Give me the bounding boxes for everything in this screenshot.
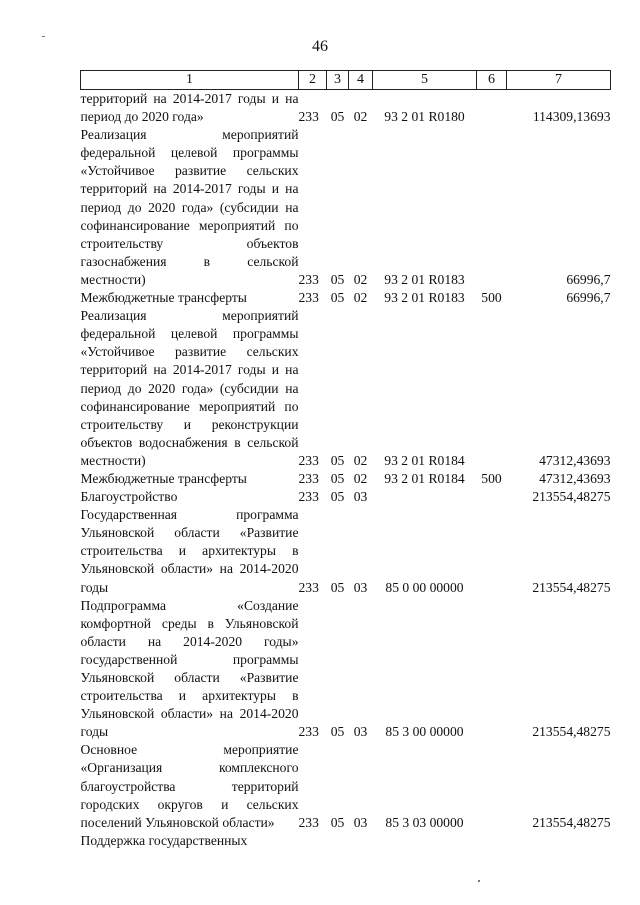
expense-type-cell bbox=[477, 307, 507, 470]
subsection-cell: 02 bbox=[353, 470, 368, 486]
amount-cell: 213554,48275 bbox=[532, 489, 611, 505]
table-row bbox=[81, 289, 611, 307]
row-name-cell: Благоустройство bbox=[80, 489, 178, 505]
ministry-code-cell: 233 bbox=[298, 579, 319, 595]
section-cell: 05 bbox=[330, 489, 345, 505]
table-row bbox=[81, 307, 611, 470]
row-name-cell: Государственная программа Ульяновской области «Развитие строительства и архитектуры в Ульяновской области» на 2014-2020 годы bbox=[80, 507, 299, 595]
header-col-6: 6 bbox=[477, 71, 507, 90]
subsection-cell: 02 bbox=[353, 290, 368, 306]
section-cell: 05 bbox=[330, 109, 345, 125]
header-col-2: 2 bbox=[299, 71, 327, 90]
table-row bbox=[81, 126, 611, 289]
subsection-cell bbox=[349, 832, 373, 850]
subsection-cell: 03 bbox=[353, 724, 368, 740]
target-article-cell: 85 3 00 00000 bbox=[385, 724, 464, 740]
expense-type-cell bbox=[477, 488, 507, 506]
table-row bbox=[81, 470, 611, 488]
row-name-cell: Основное мероприятие «Организация комплексного благоустройства территорий городских округов и сельских поселений Ульяновской области» bbox=[80, 742, 299, 830]
amount-cell: 66996,7 bbox=[566, 290, 611, 306]
subsection-cell: 03 bbox=[353, 489, 368, 505]
row-name-cell: Поддержка государственных bbox=[80, 832, 248, 848]
table-row bbox=[81, 597, 611, 742]
header-col-4: 4 bbox=[349, 71, 373, 90]
subsection-cell: 03 bbox=[353, 579, 368, 595]
row-name-cell: Подпрограмма «Создание комфортной среды в Ульяновской области на 2014-2020 годы» государственной программы Ульяновской области «Развитие строительства и архитектуры в Ульяновской области» на 2014-2020 годы bbox=[80, 597, 299, 740]
expense-type-cell bbox=[477, 90, 507, 127]
amount-cell: 114309,13693 bbox=[532, 109, 611, 125]
row-name-cell: Реализация мероприятий федеральной целевой программы «Устойчивое развитие сельских территорий на 2014-2017 годы и на период до 2020 года» (субсидии на софинансирование мероприятий по строительству и реконструкции объектов водоснабжения в сельской местности) bbox=[80, 308, 299, 468]
section-cell: 05 bbox=[330, 814, 345, 830]
target-article-cell: 93 2 01 R0183 bbox=[384, 290, 465, 306]
amount-cell: 66996,7 bbox=[566, 271, 611, 287]
target-article-cell bbox=[373, 832, 477, 850]
expense-type-cell bbox=[477, 832, 507, 850]
ministry-code-cell: 233 bbox=[298, 290, 319, 306]
scan-speck bbox=[478, 880, 480, 882]
section-cell: 05 bbox=[330, 271, 345, 287]
section-cell: 05 bbox=[330, 579, 345, 595]
header-col-1: 1 bbox=[81, 71, 299, 90]
target-article-cell: 93 2 01 R0184 bbox=[384, 452, 465, 468]
ministry-code-cell bbox=[299, 832, 327, 850]
expense-type-cell bbox=[477, 741, 507, 831]
ministry-code-cell: 233 bbox=[298, 109, 319, 125]
amount-cell: 47312,43693 bbox=[539, 452, 611, 468]
page-number: 46 bbox=[312, 38, 328, 55]
ministry-code-cell: 233 bbox=[298, 452, 319, 468]
expense-type-cell: 500 bbox=[481, 290, 502, 306]
ministry-code-cell: 233 bbox=[298, 271, 319, 287]
subsection-cell: 02 bbox=[353, 452, 368, 468]
expense-type-cell bbox=[477, 126, 507, 289]
amount-cell: 47312,43693 bbox=[539, 470, 611, 486]
scan-speck bbox=[42, 36, 45, 37]
target-article-cell: 93 2 01 R0183 bbox=[384, 271, 465, 287]
section-cell: 05 bbox=[330, 470, 345, 486]
target-article-cell bbox=[373, 488, 477, 506]
ministry-code-cell: 233 bbox=[298, 489, 319, 505]
section-cell: 05 bbox=[330, 724, 345, 740]
table-row bbox=[81, 832, 611, 850]
header-row bbox=[81, 71, 611, 90]
table-row bbox=[81, 90, 611, 127]
header-col-3: 3 bbox=[327, 71, 349, 90]
subsection-cell: 03 bbox=[353, 814, 368, 830]
ministry-code-cell: 233 bbox=[298, 814, 319, 830]
row-name-cell: территорий на 2014-2017 годы и на период до 2020 года» bbox=[80, 91, 299, 125]
subsection-cell: 02 bbox=[353, 271, 368, 287]
header-col-7: 7 bbox=[507, 71, 611, 90]
expense-type-cell bbox=[477, 597, 507, 742]
budget-table bbox=[80, 70, 611, 850]
amount-cell: 213554,48275 bbox=[532, 814, 611, 830]
expense-type-cell bbox=[477, 506, 507, 596]
row-name-cell: Реализация мероприятий федеральной целевой программы «Устойчивое развитие сельских территорий на 2014-2017 годы и на период до 2020 года» (субсидии на софинансирование мероприятий по строительству объектов газоснабжения в сельской местности) bbox=[80, 127, 299, 287]
table-row bbox=[81, 488, 611, 506]
section-cell: 05 bbox=[330, 290, 345, 306]
row-name-cell: Межбюджетные трансферты bbox=[80, 290, 247, 306]
amount-cell: 213554,48275 bbox=[532, 579, 611, 595]
header-col-5: 5 bbox=[373, 71, 477, 90]
target-article-cell: 93 2 01 R0184 bbox=[384, 470, 465, 486]
target-article-cell: 85 0 00 00000 bbox=[385, 579, 464, 595]
section-cell: 05 bbox=[330, 452, 345, 468]
row-name-cell: Межбюджетные трансферты bbox=[80, 470, 247, 486]
section-cell bbox=[327, 832, 349, 850]
ministry-code-cell: 233 bbox=[298, 470, 319, 486]
amount-cell: 213554,48275 bbox=[532, 724, 611, 740]
ministry-code-cell: 233 bbox=[298, 724, 319, 740]
target-article-cell: 93 2 01 R0180 bbox=[384, 109, 465, 125]
target-article-cell: 85 3 03 00000 bbox=[385, 814, 464, 830]
expense-type-cell: 500 bbox=[481, 470, 502, 486]
table-row bbox=[81, 506, 611, 596]
subsection-cell: 02 bbox=[353, 109, 368, 125]
amount-cell bbox=[507, 832, 611, 850]
table-row bbox=[81, 741, 611, 831]
